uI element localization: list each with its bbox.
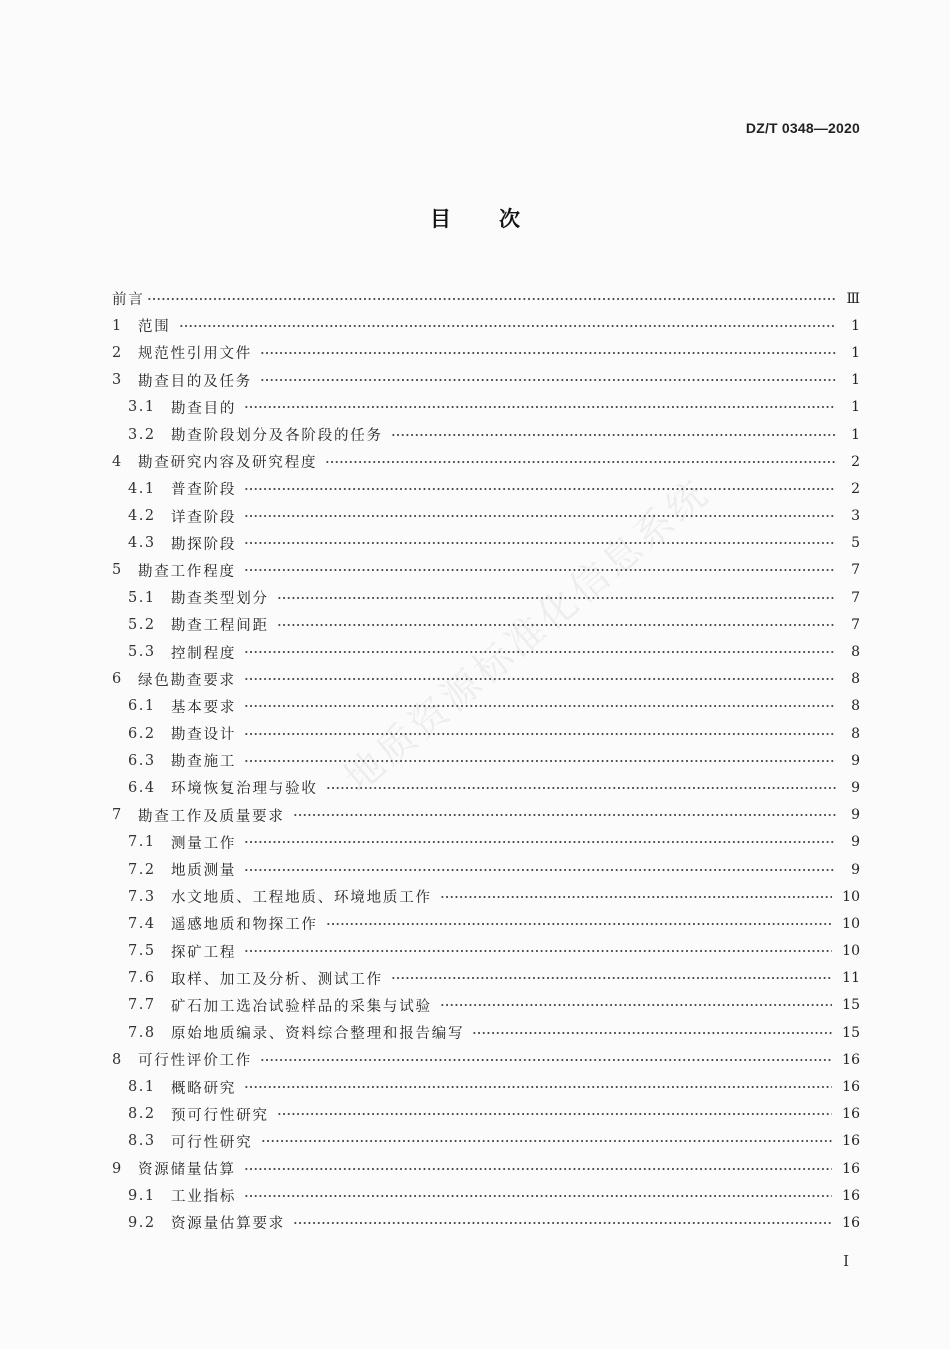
toc-leader-dots — [244, 946, 832, 956]
toc-entry-page: 8 — [851, 698, 860, 715]
toc-leader-dots — [244, 538, 836, 548]
toc-entry-page: 10 — [842, 943, 860, 960]
toc-entry-number: 9.1 — [128, 1187, 156, 1204]
toc-entry-page: 7 — [851, 589, 860, 606]
toc-entry-number: 9.2 — [128, 1214, 156, 1231]
toc-entry-label: 范围 — [138, 319, 171, 336]
toc-leader-dots — [244, 701, 836, 711]
toc-entry-page: 2 — [851, 480, 860, 497]
toc-leader-dots — [440, 892, 832, 902]
toc-entry[interactable] — [112, 394, 860, 421]
toc-leader-dots — [440, 1000, 832, 1010]
toc-entry-page: 16 — [842, 1187, 860, 1204]
toc-entry-page: 1 — [851, 344, 860, 361]
table-of-contents — [112, 285, 860, 1237]
toc-entry-label: 遥感地质和物探工作 — [171, 917, 318, 934]
toc-entry-label: 勘探阶段 — [171, 536, 237, 553]
toc-entry-page: 9 — [851, 807, 860, 824]
toc-entry-page: 9 — [851, 834, 860, 851]
toc-entry-number: 7.1 — [128, 834, 156, 851]
toc-entry-number: 7.6 — [128, 970, 156, 987]
toc-entry[interactable] — [112, 312, 860, 339]
toc-entry-label: 控制程度 — [171, 645, 237, 662]
toc-entry-label: 矿石加工选冶试验样品的采集与试验 — [171, 998, 432, 1015]
toc-entry-number: 4.2 — [128, 508, 156, 525]
toc-entry[interactable] — [112, 1019, 860, 1046]
toc-entry[interactable] — [112, 965, 860, 992]
toc-leader-dots — [391, 430, 836, 440]
toc-entry-number: 4.3 — [128, 535, 156, 552]
toc-entry[interactable] — [112, 1073, 860, 1100]
toc-entry-label: 前言 — [112, 292, 145, 309]
toc-entry-number: 7.5 — [128, 943, 156, 960]
toc-entry-label: 资源量估算要求 — [171, 1216, 286, 1233]
toc-entry-page: 16 — [842, 1051, 860, 1068]
toc-entry-number: 5.1 — [128, 589, 156, 606]
toc-entry-page: 8 — [851, 644, 860, 661]
toc-leader-dots — [244, 729, 836, 739]
toc-entry-label: 规范性引用文件 — [138, 346, 253, 363]
toc-leader-dots — [293, 1218, 832, 1228]
toc-entry[interactable] — [112, 448, 860, 475]
toc-entry-number: 4 — [112, 453, 122, 470]
toc-entry-label: 水文地质、工程地质、环境地质工作 — [171, 890, 432, 907]
toc-entry-number: 6.4 — [128, 779, 156, 796]
watermark-text: 地质资源标准化信息系统 — [335, 469, 718, 801]
toc-entry-number: 2 — [112, 344, 122, 361]
toc-entry[interactable] — [112, 367, 860, 394]
toc-entry-page: 8 — [851, 725, 860, 742]
toc-entry-page: 16 — [842, 1133, 860, 1150]
toc-entry-label: 地质测量 — [171, 863, 237, 880]
toc-leader-dots — [277, 1109, 832, 1119]
toc-entry-number: 8.1 — [128, 1079, 156, 1096]
toc-entry-label: 预可行性研究 — [171, 1107, 269, 1124]
toc-entry-number: 8 — [112, 1051, 122, 1068]
toc-leader-dots — [244, 484, 836, 494]
page-title: 目次 — [430, 207, 568, 231]
toc-leader-dots — [244, 674, 836, 684]
toc-entry-label: 原始地质编录、资料综合整理和报告编写 — [171, 1026, 465, 1043]
toc-entry-label: 绿色勘查要求 — [138, 672, 236, 689]
toc-entry-page: 9 — [851, 861, 860, 878]
toc-entry-number: 7.2 — [128, 861, 156, 878]
toc-leader-dots — [244, 865, 836, 875]
toc-entry[interactable] — [112, 503, 860, 530]
toc-leader-dots — [244, 1191, 832, 1201]
toc-entry[interactable] — [112, 802, 860, 829]
toc-entry-label: 勘查目的 — [171, 400, 237, 417]
toc-entry[interactable] — [112, 720, 860, 747]
toc-entry-label: 资源储量估算 — [138, 1162, 236, 1179]
toc-entry-page: 15 — [842, 1024, 860, 1041]
toc-entry-number: 3 — [112, 372, 122, 389]
toc-leader-dots — [244, 1082, 832, 1092]
toc-entry[interactable] — [112, 584, 860, 611]
toc-entry[interactable] — [112, 666, 860, 693]
toc-entry[interactable] — [112, 475, 860, 502]
toc-entry[interactable] — [112, 557, 860, 584]
toc-leader-dots — [277, 620, 836, 630]
toc-entry-number: 6.3 — [128, 752, 156, 769]
toc-entry-page: 7 — [851, 562, 860, 579]
toc-leader-dots — [244, 647, 836, 657]
toc-leader-dots — [261, 1136, 833, 1146]
toc-leader-dots — [277, 593, 836, 603]
toc-entry-page: Ⅲ — [846, 290, 860, 307]
toc-entry-page: 16 — [842, 1106, 860, 1123]
toc-entry-label: 工业指标 — [171, 1189, 237, 1206]
toc-entry-page: 1 — [851, 317, 860, 334]
toc-entry-label: 概略研究 — [171, 1080, 237, 1097]
toc-entry-label: 探矿工程 — [171, 944, 237, 961]
toc-entry-number: 9 — [112, 1160, 122, 1177]
toc-entry-label: 勘查工程间距 — [171, 618, 269, 635]
toc-entry-page: 11 — [842, 970, 860, 987]
toc-entry-page: 10 — [842, 915, 860, 932]
toc-entry-label: 基本要求 — [171, 699, 237, 716]
toc-entry-label: 勘查设计 — [171, 727, 237, 744]
toc-entry-label: 环境恢复治理与验收 — [171, 781, 318, 798]
toc-leader-dots — [244, 837, 836, 847]
toc-entry-page: 9 — [851, 752, 860, 769]
toc-leader-dots — [244, 565, 836, 575]
toc-entry-label: 勘查目的及任务 — [138, 373, 253, 390]
toc-entry[interactable] — [112, 829, 860, 856]
toc-entry[interactable] — [112, 611, 860, 638]
toc-entry-page: 7 — [851, 616, 860, 633]
toc-entry[interactable] — [112, 747, 860, 774]
toc-entry-number: 5.3 — [128, 644, 156, 661]
toc-entry-label: 勘查工作程度 — [138, 563, 236, 580]
toc-entry-page: 8 — [851, 671, 860, 688]
toc-leader-dots — [179, 321, 836, 331]
toc-entry-number: 5 — [112, 562, 122, 579]
toc-entry-label: 勘查施工 — [171, 754, 237, 771]
toc-entry-label: 测量工作 — [171, 835, 237, 852]
toc-entry-page: 5 — [851, 535, 860, 552]
toc-leader-dots — [326, 783, 836, 793]
toc-entry-label: 普查阶段 — [171, 482, 237, 499]
toc-leader-dots — [260, 375, 836, 385]
toc-entry-number: 7.8 — [128, 1024, 156, 1041]
toc-entry-number: 3.1 — [128, 399, 156, 416]
toc-entry-label: 可行性研究 — [171, 1134, 253, 1151]
toc-entry-number: 6 — [112, 671, 122, 688]
toc-entry-page: 9 — [851, 779, 860, 796]
toc-entry[interactable] — [112, 638, 860, 665]
toc-entry-page: 16 — [842, 1214, 860, 1231]
toc-entry[interactable] — [112, 856, 860, 883]
toc-entry-label: 可行性评价工作 — [138, 1053, 253, 1070]
toc-entry-number: 7.7 — [128, 997, 156, 1014]
toc-leader-dots — [244, 402, 836, 412]
toc-entry-page: 1 — [851, 372, 860, 389]
toc-entry[interactable] — [112, 910, 860, 937]
toc-leader-dots — [472, 1028, 832, 1038]
toc-entry-label: 勘查类型划分 — [171, 591, 269, 608]
toc-entry-page: 10 — [842, 888, 860, 905]
toc-entry[interactable] — [112, 421, 860, 448]
toc-entry-page: 15 — [842, 997, 860, 1014]
toc-entry-number: 7.4 — [128, 915, 156, 932]
toc-leader-dots — [244, 511, 836, 521]
toc-entry[interactable] — [112, 774, 860, 801]
toc-leader-dots — [260, 1055, 832, 1065]
toc-entry[interactable] — [112, 339, 860, 366]
toc-entry[interactable] — [112, 1155, 860, 1182]
toc-entry-number: 6.1 — [128, 698, 156, 715]
toc-entry-number: 6.2 — [128, 725, 156, 742]
toc-entry-number: 7.3 — [128, 888, 156, 905]
toc-entry-number: 1 — [112, 317, 122, 334]
toc-entry[interactable] — [112, 992, 860, 1019]
toc-entry[interactable] — [112, 1128, 860, 1155]
toc-entry[interactable] — [112, 530, 860, 557]
toc-entry-page: 16 — [842, 1079, 860, 1096]
toc-entry-label: 勘查研究内容及研究程度 — [138, 455, 318, 472]
toc-entry-page: 2 — [851, 453, 860, 470]
page-number: I — [843, 1252, 849, 1270]
toc-entry-number: 4.1 — [128, 480, 156, 497]
toc-entry[interactable] — [112, 1209, 860, 1236]
toc-entry-label: 详查阶段 — [171, 509, 237, 526]
toc-entry-page: 1 — [851, 399, 860, 416]
toc-leader-dots — [260, 348, 836, 358]
toc-leader-dots — [325, 457, 836, 467]
toc-entry-label: 勘查工作及质量要求 — [138, 808, 285, 825]
toc-leader-dots — [244, 1164, 832, 1174]
toc-entry[interactable] — [112, 1182, 860, 1209]
toc-leader-dots — [326, 919, 832, 929]
toc-entry-page: 1 — [851, 426, 860, 443]
toc-entry[interactable] — [112, 1101, 860, 1128]
toc-entry-number: 3.2 — [128, 426, 156, 443]
toc-entry-number: 5.2 — [128, 616, 156, 633]
toc-leader-dots — [391, 973, 832, 983]
toc-leader-dots — [147, 294, 836, 304]
toc-entry[interactable] — [112, 693, 860, 720]
toc-entry-label: 勘查阶段划分及各阶段的任务 — [171, 428, 383, 445]
toc-entry-page: 16 — [842, 1160, 860, 1177]
toc-entry-number: 8.3 — [128, 1133, 156, 1150]
toc-entry-number: 8.2 — [128, 1106, 156, 1123]
toc-entry-page: 3 — [851, 508, 860, 525]
toc-entry-number: 7 — [112, 807, 122, 824]
toc-leader-dots — [244, 756, 836, 766]
toc-entry-label: 取样、加工及分析、测试工作 — [171, 971, 383, 988]
toc-leader-dots — [293, 810, 836, 820]
toc-entry[interactable] — [112, 1046, 860, 1073]
toc-entry[interactable] — [112, 285, 860, 312]
toc-entry[interactable] — [112, 938, 860, 965]
toc-entry[interactable] — [112, 883, 860, 910]
standard-code: DZ/T 0348—2020 — [745, 120, 860, 136]
